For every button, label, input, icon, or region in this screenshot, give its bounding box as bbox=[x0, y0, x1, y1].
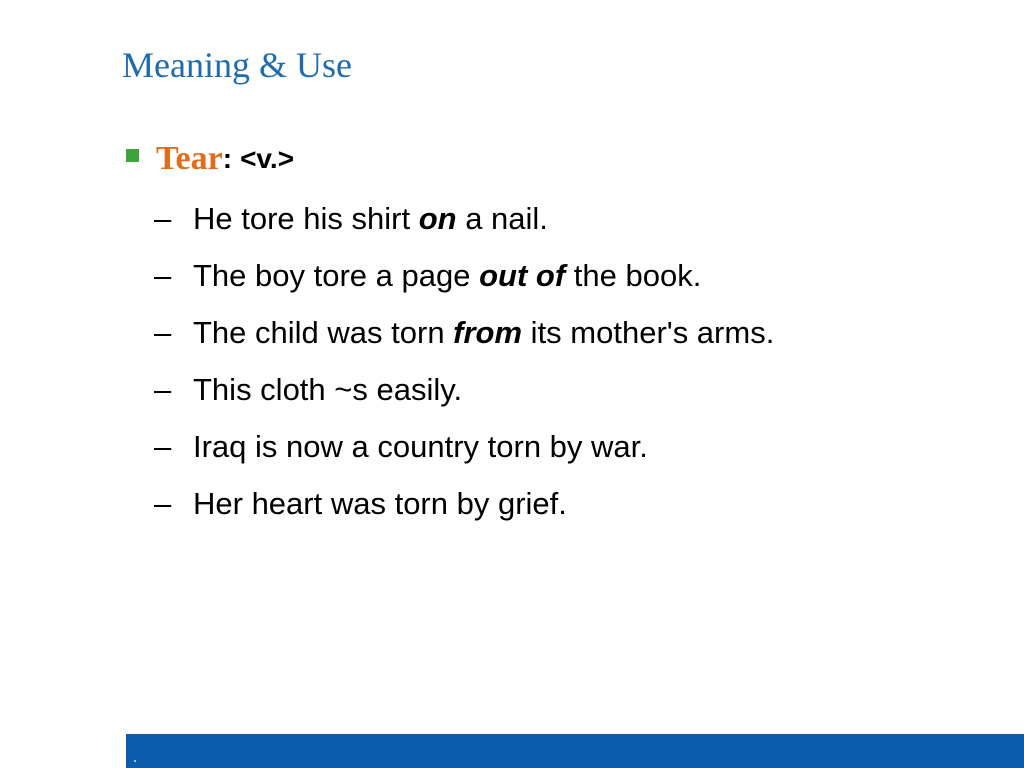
square-bullet-icon bbox=[126, 149, 139, 162]
term-separator: : bbox=[222, 143, 233, 174]
dash-bullet: – bbox=[154, 428, 172, 464]
example-item bbox=[154, 361, 774, 418]
footer-bar bbox=[126, 734, 1024, 768]
footer-dot-decoration bbox=[134, 760, 136, 762]
dash-bullet: – bbox=[154, 485, 172, 521]
example-text: Iraq is now a country torn by war. bbox=[193, 428, 648, 464]
example-text-end: its mother's arms. bbox=[522, 314, 775, 350]
example-text: He tore his shirt bbox=[193, 200, 419, 236]
example-text-end: the book. bbox=[565, 257, 702, 293]
dash-bullet: – bbox=[154, 314, 172, 350]
example-preposition: on bbox=[418, 200, 457, 236]
main-bullet bbox=[126, 137, 294, 181]
part-of-speech: <v.> bbox=[240, 143, 295, 174]
dash-bullet: – bbox=[154, 257, 172, 293]
example-item bbox=[154, 475, 774, 532]
example-preposition: from bbox=[453, 314, 523, 350]
example-text: Her heart was torn by grief. bbox=[193, 485, 567, 521]
example-text: The child was torn bbox=[193, 314, 454, 350]
example-item bbox=[154, 304, 774, 361]
example-item bbox=[154, 190, 774, 247]
example-text: This cloth ~s easily. bbox=[193, 371, 463, 407]
example-text-end: a nail. bbox=[456, 200, 548, 236]
term-word: Tear bbox=[156, 140, 223, 177]
dash-bullet: – bbox=[154, 200, 172, 236]
slide-title: Meaning & Use bbox=[122, 45, 352, 85]
example-item bbox=[154, 247, 774, 304]
dash-bullet: – bbox=[154, 371, 172, 407]
example-preposition: out of bbox=[479, 257, 566, 293]
example-list bbox=[154, 190, 774, 532]
example-item bbox=[154, 418, 774, 475]
example-text: The boy tore a page bbox=[193, 257, 480, 293]
